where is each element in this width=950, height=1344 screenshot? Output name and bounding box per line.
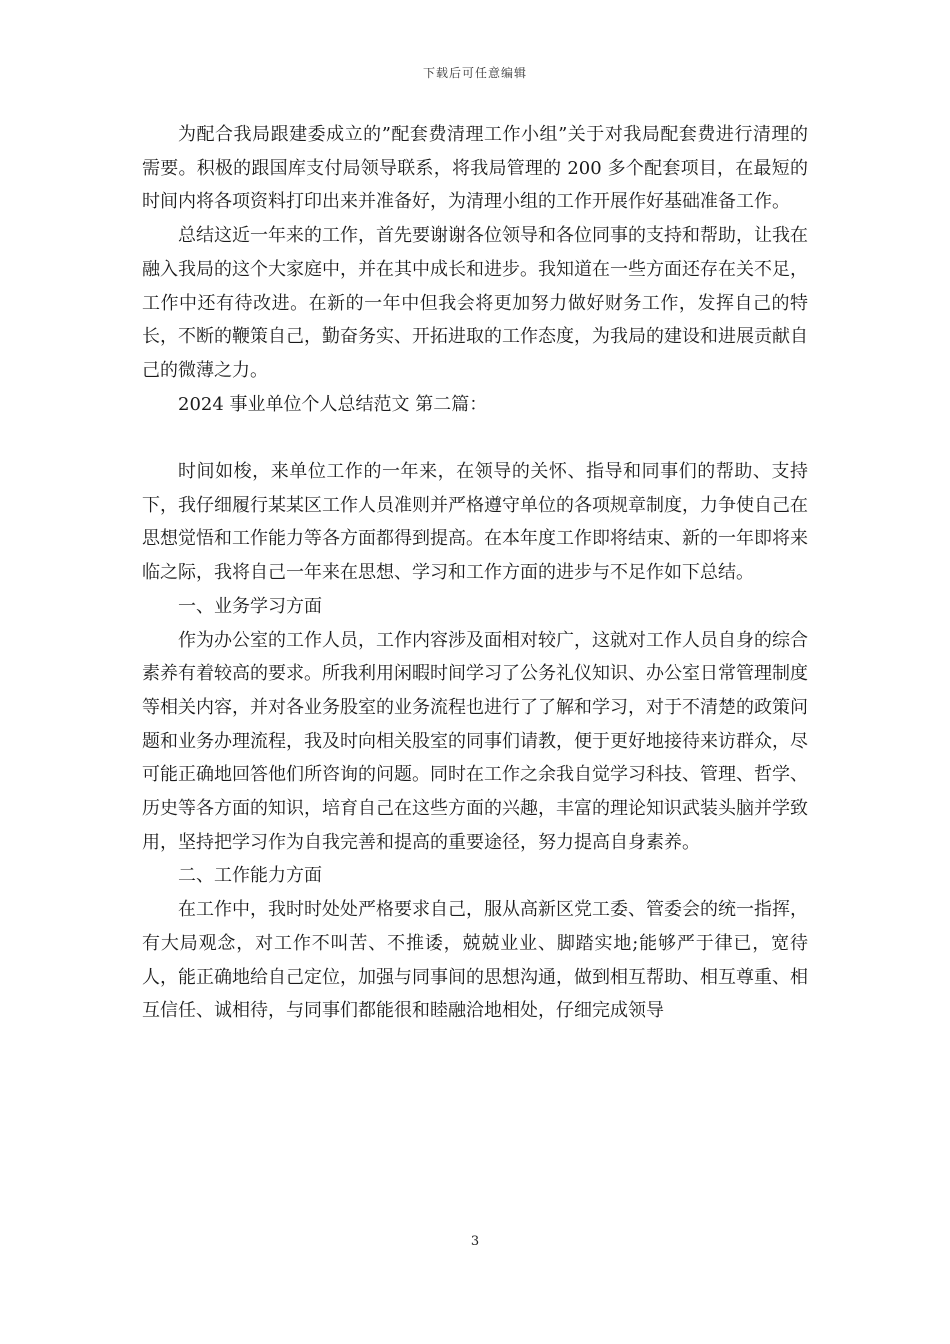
paragraph: 作为办公室的工作人员，工作内容涉及面相对较广，这就对工作人员自身的综合素养有着较高的要求。所我利用闲暇时间学习了公务礼仪知识、办公室日常管理制度等相关内容，并对各业务股室的业务流程也进行了了解和学习，对于不清楚的政策问题和业务办理流程，我及时向相关股室的同事们请教，便于更好地接待来访群众，尽可能正确地回答他们所咨询的问题。同时在工作之余我自觉学习科技、管理、哲学、历史等各方面的知识，培育自己在这些方面的兴趣，丰富的理论知识武装头脑并学致用，坚持把学习作为自我完善和提高的重要途径，努力提高自身素养。 xyxy=(142,629,808,853)
blank-line xyxy=(142,421,808,455)
paragraph: 总结这近一年来的工作，首先要谢谢各位领导和各位同事的支持和帮助，让我在融入我局的这个大家庭中，并在其中成长和进步。我知道在一些方面还存在关不足，工作中还有待改进。在新的一年中但我会将更加努力做好财务工作，发挥自己的特长，不断的鞭策自己，勤奋务实、开拓进取的工作态度，为我局的建设和进展贡献自己的微薄之力。 xyxy=(142,225,808,381)
section-heading: 二、工作能力方面 xyxy=(178,865,322,887)
section-heading: 一、业务学习方面 xyxy=(178,595,322,617)
paragraph: 在工作中，我时时处处严格要求自己，服从高新区党工委、管委会的统一指挥，有大局观念，对工作不叫苦、不推诿，兢兢业业、脚踏实地;能够严于律已，宽待人，能正确地给自己定位，加强与同事间的思想沟通，做到相互帮助、相互尊重、相互信任、诚相待，与同事们都能很和睦融洽地相处，仔细完成领导 xyxy=(142,899,808,1022)
paragraph: 为配合我局跟建委成立的”配套费清理工作小组”关于对我局配套费进行清理的需要。积极的跟国库支付局领导联系，将我局管理的 200 多个配套项目，在最短的时间内将各项资料打印出来并准备好，为清理小组的工作开展作好基础准备工作。 xyxy=(142,124,808,213)
document-body xyxy=(142,118,808,1028)
section-title: 2024 事业单位个人总结范文 第二篇： xyxy=(178,393,488,415)
page-header: 下载后可任意编辑 xyxy=(422,66,527,80)
paragraph: 时间如梭，来单位工作的一年来，在领导的关怀、指导和同事们的帮助、支持下，我仔细履行某某区工作人员准则并严格遵守单位的各项规章制度，力争使自己在思想觉悟和工作能力等各方面都得到提高。在本年度工作即将结束、新的一年即将来临之际，我将自己一年来在思想、学习和工作方面的进步与不足作如下总结。 xyxy=(142,461,808,584)
page-number: 3 xyxy=(470,1234,480,1249)
